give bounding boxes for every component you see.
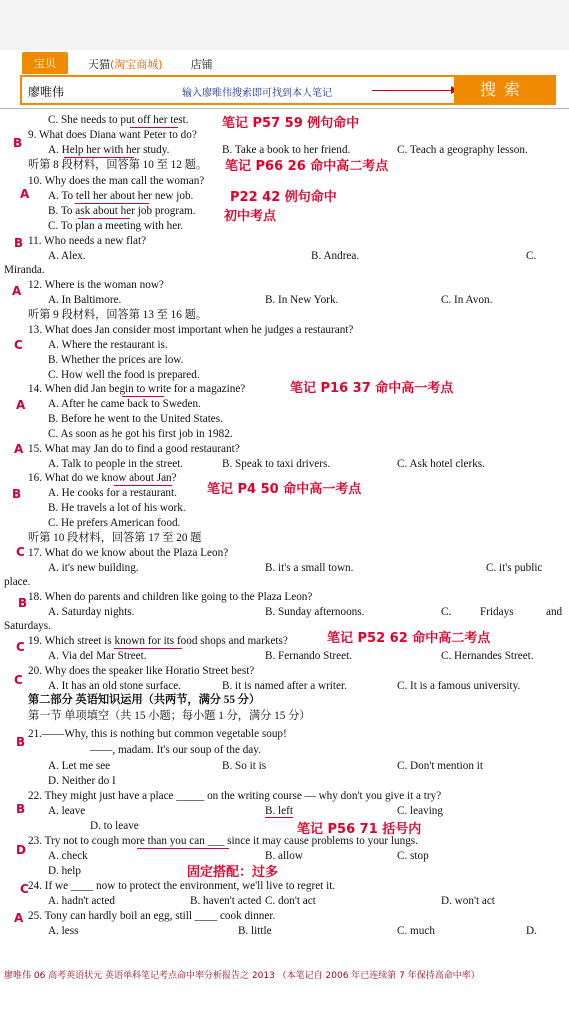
tab-baobei[interactable]: 宝贝 bbox=[22, 52, 68, 74]
underline-mark bbox=[114, 485, 172, 486]
arrow-icon bbox=[372, 90, 456, 91]
option: B. Fernando Street. bbox=[265, 650, 352, 662]
answer-mark: A bbox=[12, 284, 22, 298]
underline-mark bbox=[265, 817, 293, 818]
option: C. In Avon. bbox=[441, 294, 493, 306]
question: 16. What do we know about Jan? bbox=[28, 472, 177, 484]
option: C. He prefers American food. bbox=[48, 517, 181, 529]
annotation-note: 笔记 P16 37 命中高一考点 bbox=[290, 381, 454, 396]
option: A. He cooks for a restaurant. bbox=[48, 487, 177, 499]
annotation-note: 笔记 P52 62 命中高二考点 bbox=[327, 631, 491, 646]
option: C. Hernandes Street. bbox=[441, 650, 534, 662]
answer-mark: B bbox=[14, 236, 24, 250]
option: D. help bbox=[48, 865, 81, 877]
option: C. Teach a geography lesson. bbox=[397, 144, 528, 156]
option: D. bbox=[526, 925, 537, 937]
option: A. Where the restaurant is. bbox=[48, 339, 168, 351]
option: A. It has an old stone surface. bbox=[48, 680, 181, 692]
option: B. left bbox=[265, 805, 293, 817]
option: A. In Baltimore. bbox=[48, 294, 122, 306]
option: C. bbox=[526, 250, 537, 262]
answer-mark: B bbox=[12, 487, 22, 501]
option: B. Andrea. bbox=[311, 250, 360, 262]
section-heading: 第一节 单项填空（共 15 小题；每小题 1 分，满分 15 分） bbox=[28, 710, 311, 722]
option: B. it's a small town. bbox=[265, 562, 354, 574]
option: and bbox=[546, 606, 563, 618]
option: A. Let me see bbox=[48, 760, 111, 772]
option: C. leaving bbox=[397, 805, 443, 817]
option: C. don't act bbox=[265, 895, 316, 907]
option: C. it's public bbox=[486, 562, 543, 574]
underline-mark bbox=[137, 848, 229, 849]
question: 12. Where is the woman now? bbox=[28, 279, 164, 291]
option: C. stop bbox=[397, 850, 429, 862]
option: A. Alex. bbox=[48, 250, 86, 262]
annotation-note: 笔记 P4 50 命中高一考点 bbox=[207, 482, 362, 497]
question: 17. What do we know about the Plaza Leon? bbox=[28, 547, 229, 559]
annotation-note: 笔记 P56 71 括号内 bbox=[297, 822, 422, 837]
answer-mark: B bbox=[16, 735, 26, 749]
search-button[interactable]: 搜索 bbox=[454, 77, 554, 103]
annotation-note: 笔记 P66 26 命中高二考点 bbox=[225, 159, 389, 174]
answer-mark: D bbox=[16, 843, 26, 857]
option-wrap: Miranda. bbox=[4, 264, 45, 276]
answer-mark: C bbox=[14, 673, 23, 687]
option: A. After he came back to Sweden. bbox=[48, 398, 201, 410]
divider bbox=[0, 108, 569, 109]
option: A. Via del Mar Street. bbox=[48, 650, 147, 662]
option: B. He travels a lot of his work. bbox=[48, 502, 186, 514]
tab-tmall-label: 天猫 bbox=[88, 58, 110, 71]
annotation-note: 固定搭配：过多 bbox=[187, 865, 279, 880]
option: A. Talk to people in the street. bbox=[48, 458, 184, 470]
annotation-note: 笔记 P57 59 例句命中 bbox=[222, 116, 360, 131]
answer-mark: C bbox=[20, 882, 29, 896]
answer-mark: B bbox=[18, 596, 28, 610]
option: D. won't act bbox=[441, 895, 495, 907]
answer-mark: A bbox=[14, 442, 24, 456]
option: B. haven't acted bbox=[190, 895, 262, 907]
annotation-note: P22 42 例句命中 bbox=[230, 190, 337, 205]
option: A. hadn't acted bbox=[48, 895, 115, 907]
section-heading: 第二部分 英语知识运用（共两节，满分 55 分） bbox=[28, 694, 261, 706]
option: B. In New York. bbox=[265, 294, 339, 306]
question: 9. What does Diana want Peter to do? bbox=[28, 129, 197, 141]
question: 18. When do parents and children like going to the Plaza Leon? bbox=[28, 591, 313, 603]
option: B. Whether the prices are low. bbox=[48, 354, 184, 366]
option: D. to leave bbox=[90, 820, 139, 832]
search-hint: 输入廖唯伟搜索即可找到本人笔记 bbox=[182, 88, 332, 99]
answer-mark: C bbox=[14, 338, 23, 352]
answer-mark: A bbox=[14, 911, 24, 925]
underline-mark bbox=[75, 203, 149, 204]
question: 13. What does Jan consider most important when he judges a restaurant? bbox=[28, 324, 354, 336]
question: 20. Why does the speaker like Horatio Street best? bbox=[28, 665, 255, 677]
question: 10. Why does the man call the woman? bbox=[28, 175, 205, 187]
option: C. bbox=[441, 606, 452, 618]
answer-mark: A bbox=[16, 398, 26, 412]
answer-mark: B bbox=[16, 802, 26, 816]
top-banner bbox=[0, 0, 569, 50]
option: A. less bbox=[48, 925, 79, 937]
option: Fridays bbox=[480, 606, 514, 618]
tab-tmall[interactable] bbox=[80, 54, 171, 74]
option: A. To tell her about her new job. bbox=[48, 190, 194, 202]
option: C. Don't mention it bbox=[397, 760, 483, 772]
answer-mark: A bbox=[20, 187, 30, 201]
underline-mark bbox=[114, 648, 182, 649]
option: B. it is named after a writer. bbox=[222, 680, 347, 692]
option: B. allow bbox=[265, 850, 303, 862]
option: A. check bbox=[48, 850, 88, 862]
question: 22. They might just have a place _____ on the writing course — why don't you give it a try? bbox=[28, 790, 442, 802]
option: D. Neither do I bbox=[48, 775, 116, 787]
question: 25. Tony can hardly boil an egg, still ____ cook dinner. bbox=[28, 910, 276, 922]
section-instruction: 听第 10 段材料，回答第 17 至 20 题 bbox=[28, 532, 202, 544]
tab-shop[interactable]: 店铺 bbox=[190, 58, 213, 71]
annotation-note: 初中考点 bbox=[224, 209, 277, 224]
section-instruction: 听第 9 段材料，回答第 13 至 16 题。 bbox=[28, 309, 208, 321]
underline-mark bbox=[130, 127, 178, 128]
option: A. leave bbox=[48, 805, 86, 817]
option: C. It is a famous university. bbox=[397, 680, 521, 692]
option: B. Take a book to her friend. bbox=[222, 144, 351, 156]
question: 23. Try not to cough more than you can ___ since it may cause problems to your lungs. bbox=[28, 835, 418, 847]
answer-mark: B bbox=[13, 136, 23, 150]
search-tabs bbox=[22, 56, 233, 74]
section-instruction: 听第 8 段材料，回答第 10 至 12 题。 bbox=[28, 159, 208, 171]
option: C. How well the food is prepared. bbox=[48, 369, 200, 381]
search-bar bbox=[20, 75, 556, 105]
option: B. To ask about her job program. bbox=[48, 205, 196, 217]
underline-mark bbox=[64, 157, 134, 158]
answer-mark: C bbox=[16, 640, 25, 654]
option: B. Speak to taxi drivers. bbox=[222, 458, 331, 470]
text-line: C. She needs to put off her test. bbox=[48, 114, 189, 126]
question: 21.——Why, this is nothing but common vegetable soup! bbox=[28, 728, 287, 740]
option: A. it's new building. bbox=[48, 562, 139, 574]
question: 24. If we ____ now to protect the environment, we'll live to regret it. bbox=[28, 880, 336, 892]
option: B. Before he went to the United States. bbox=[48, 413, 223, 425]
option: B. little bbox=[238, 925, 272, 937]
question: 19. Which street is known for its food shops and markets? bbox=[28, 635, 288, 647]
option: A. Help her with her study. bbox=[48, 144, 170, 156]
option: A. Saturday nights. bbox=[48, 606, 135, 618]
option: C. To plan a meeting with her. bbox=[48, 220, 184, 232]
option-wrap: place. bbox=[4, 576, 31, 588]
question: 14. When did Jan begin to write for a magazine? bbox=[28, 383, 246, 395]
question-cont: ——, madam. It's our soup of the day. bbox=[90, 744, 261, 756]
option-wrap: Saturdays. bbox=[4, 620, 51, 632]
answer-mark: C bbox=[16, 545, 25, 559]
underline-mark bbox=[78, 218, 130, 219]
option: B. So it is bbox=[222, 760, 267, 772]
option: C. As soon as he got his first job in 1982. bbox=[48, 428, 233, 440]
underline-mark bbox=[122, 396, 164, 397]
question: 15. What may Jan do to find a good restaurant? bbox=[28, 443, 240, 455]
option: C. much bbox=[397, 925, 435, 937]
footer-caption: 廖唯伟 06 高考英语状元 英语单科笔记考点命中率分析报告之 2013 （本笔记自 2006 年已连续第 7 年保持高命中率） bbox=[4, 971, 480, 981]
tab-tmall-sub: (淘宝商城) bbox=[110, 58, 163, 71]
search-input[interactable]: 廖唯伟 bbox=[28, 85, 65, 99]
option: B. Sunday afternoons. bbox=[265, 606, 365, 618]
question: 11. Who needs a new flat? bbox=[28, 235, 147, 247]
option: C. Ask hotel clerks. bbox=[397, 458, 485, 470]
